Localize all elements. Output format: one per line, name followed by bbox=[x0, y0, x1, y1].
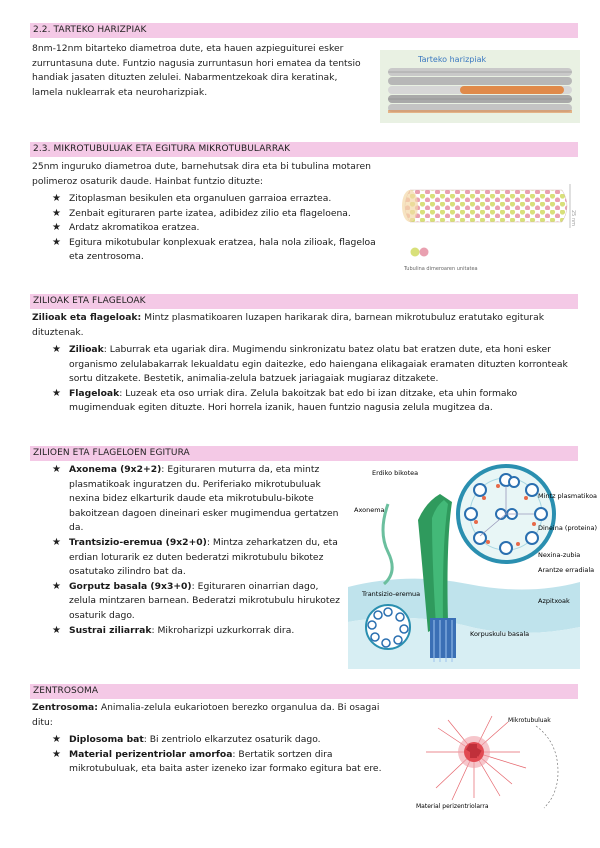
label-mintz-plasmatikoa: Mintz plasmatikoa bbox=[538, 492, 598, 500]
list-item: ★ Zenbait egituraren parte izatea, adibidez zilio eta flageloena. bbox=[52, 207, 378, 222]
star-bullet-icon: ★ bbox=[52, 222, 61, 234]
zilio-egitura-figure bbox=[348, 462, 598, 669]
figure-label-tarteko: Tarteko harizpiak bbox=[418, 55, 487, 64]
egitura-list bbox=[52, 463, 342, 638]
mikrotubuluak-functions-list bbox=[52, 192, 378, 265]
star-bullet-icon: ★ bbox=[52, 387, 61, 399]
paragraph-zentrosoma: Zentrosoma: Animalia-zelula eukariotoen berezko organulua da. Bi osagai ditu: bbox=[32, 702, 380, 728]
star-bullet-icon: ★ bbox=[52, 748, 61, 760]
section-header-zentrosoma: ZENTROSOMA bbox=[30, 684, 578, 699]
figure-scale-label: 25 nm bbox=[570, 210, 576, 226]
zentrosoma-figure bbox=[408, 712, 580, 812]
paragraph-zilioak-flageloak: Zilioak eta flageloak: Mintz plasmatikoaren luzapen harikarak dira, barnean mikrotubuluz eratutako egiturak dituztenak. bbox=[32, 312, 545, 338]
star-bullet-icon: ★ bbox=[52, 207, 61, 219]
label-erdiko-bikotea: Erdiko bikotea bbox=[372, 469, 419, 477]
label-nexina-zubia: Nexina-zubia bbox=[538, 551, 581, 559]
list-item: ★ Egitura mikotubular konplexuak eratzea, hala nola zilioak, flageloa eta zentrosoma. bbox=[52, 236, 376, 263]
list-item: ★ Sustrai ziliarrak: Mikroharizpi uzkurkorrak dira. bbox=[52, 624, 342, 639]
star-bullet-icon: ★ bbox=[52, 464, 61, 475]
zentrosoma-list bbox=[52, 733, 397, 777]
section-header-zilioak-flageloak: ZILIOAK ETA FLAGELOAK bbox=[30, 294, 578, 309]
tarteko-harizpiak-figure bbox=[380, 50, 580, 123]
label-material-perizentriolarra: Material perizentriolarra bbox=[416, 803, 489, 810]
label-arantze-erradiala: Arantze erradiala bbox=[538, 566, 595, 574]
label-dineina: Dineina (proteina) bbox=[538, 524, 598, 532]
list-item: ★ Zitoplasman besikulen eta organuluen garraioa erraztea. bbox=[52, 192, 378, 207]
star-bullet-icon: ★ bbox=[52, 344, 61, 355]
star-bullet-icon: ★ bbox=[52, 624, 61, 636]
list-item: ★ Axonema (9x2+2): Egituraren muturra da, eta mintz plasmatikoak inguratzen du. Periferiako mikrotubuluak nexina bidez elkarturik daude eta mikrotubulu-bikote bakoitzean dagoen dineinari esker mugimendua gertatzen da. bbox=[52, 464, 339, 534]
star-bullet-icon: ★ bbox=[52, 536, 61, 548]
list-item: ★ Ardatz akromatikoa eratzea. bbox=[52, 221, 378, 236]
list-item: ★ Flageloak: Luzeak eta oso urriak dira. Zelula bakoitzak bat edo bi izan ditzake, eta uhin formako mugimenduak egiten dituzte. Hori horrela izanik, hauen funtzio nagusia zelula mugitzea da. bbox=[52, 387, 518, 414]
paragraph-tarteko-harizpiak: 8nm-12nm bitarteko diametroa dute, eta hauen azpieguiturei esker zurruntasuna dute. Funtzio nagusia zurruntasun hori ematea da tentsio handiak jasaten dituzten zelulei. Nabarmentzekoak dira keratinak, lamela nuklearrak eta neuroharizpiak. bbox=[32, 43, 361, 98]
mikrotubulua-figure bbox=[400, 178, 580, 278]
list-item: ★ Material perizentriolar amorfoa: Bertatik sortzen dira mikrotubuluak, eta baita aster izeneko izar formako egitura bat ere. bbox=[52, 748, 382, 775]
label-mikrotubuluak: Mikrotubuluak bbox=[508, 717, 551, 724]
list-item: ★ Diplosoma bat: Bi zentriolo elkarzutez osaturik dago. bbox=[52, 733, 397, 748]
label-azpitxoak: Azpitxoak bbox=[538, 597, 570, 605]
zilioak-flageloak-list bbox=[52, 343, 578, 416]
list-item: ★ Trantsizio-eremua (9x2+0): Mintza zeharkatzen du, eta erdian loturarik ez duten bederatzi mikrotubulu bikotez osatutako zilindro bat da. bbox=[52, 536, 338, 578]
star-bullet-icon: ★ bbox=[52, 580, 61, 592]
section-header-tarteko-harizpiak: 2.2. TARTEKO HARIZPIAK bbox=[30, 23, 578, 38]
list-item: ★ Gorputz basala (9x3+0): Egituraren oinarrian dago, zelula mintzaren barnean. Bederatzi mikrotubulu hirukotez osaturik dago. bbox=[52, 580, 340, 621]
label-korpuskulu-basala: Korpuskulu basala bbox=[470, 630, 530, 638]
section-header-mikrotubuluak: 2.3. MIKROTUBULUAK ETA EGITURA MIKROTUBULARRAK bbox=[30, 142, 578, 157]
list-item: ★ Zilioak: Laburrak eta ugariak dira. Mugimendu sinkronizatu batez olatu bat eratzen dute, eta honi esker organismo zelulabakarrak lekualdatu egin daitezke, edo haiengana elikagaiak eramaten dituzten korronteak sortu ditzakete. Bestetik, animalia-zelula batzuek jariagaiak mugiaraz ditzakete. bbox=[52, 344, 568, 385]
label-axonema: Axonema bbox=[354, 506, 385, 514]
star-bullet-icon: ★ bbox=[52, 236, 61, 248]
section-header-egitura: ZILIOEN ETA FLAGELOEN EGITURA bbox=[30, 446, 578, 461]
figure-caption: Tubulina dimeroaren unitatea bbox=[404, 266, 478, 272]
label-trantsizio-eremua: Trantsizio-eremua bbox=[362, 590, 421, 598]
paragraph-mikrotubuluak: 25nm inguruko diametroa dute, barnehutsak dira eta bi tubulina motaren polimeroz osaturik daude. Hainbat funtzio dituzte: bbox=[32, 161, 371, 187]
star-bullet-icon: ★ bbox=[52, 193, 61, 204]
star-bullet-icon: ★ bbox=[52, 734, 61, 745]
